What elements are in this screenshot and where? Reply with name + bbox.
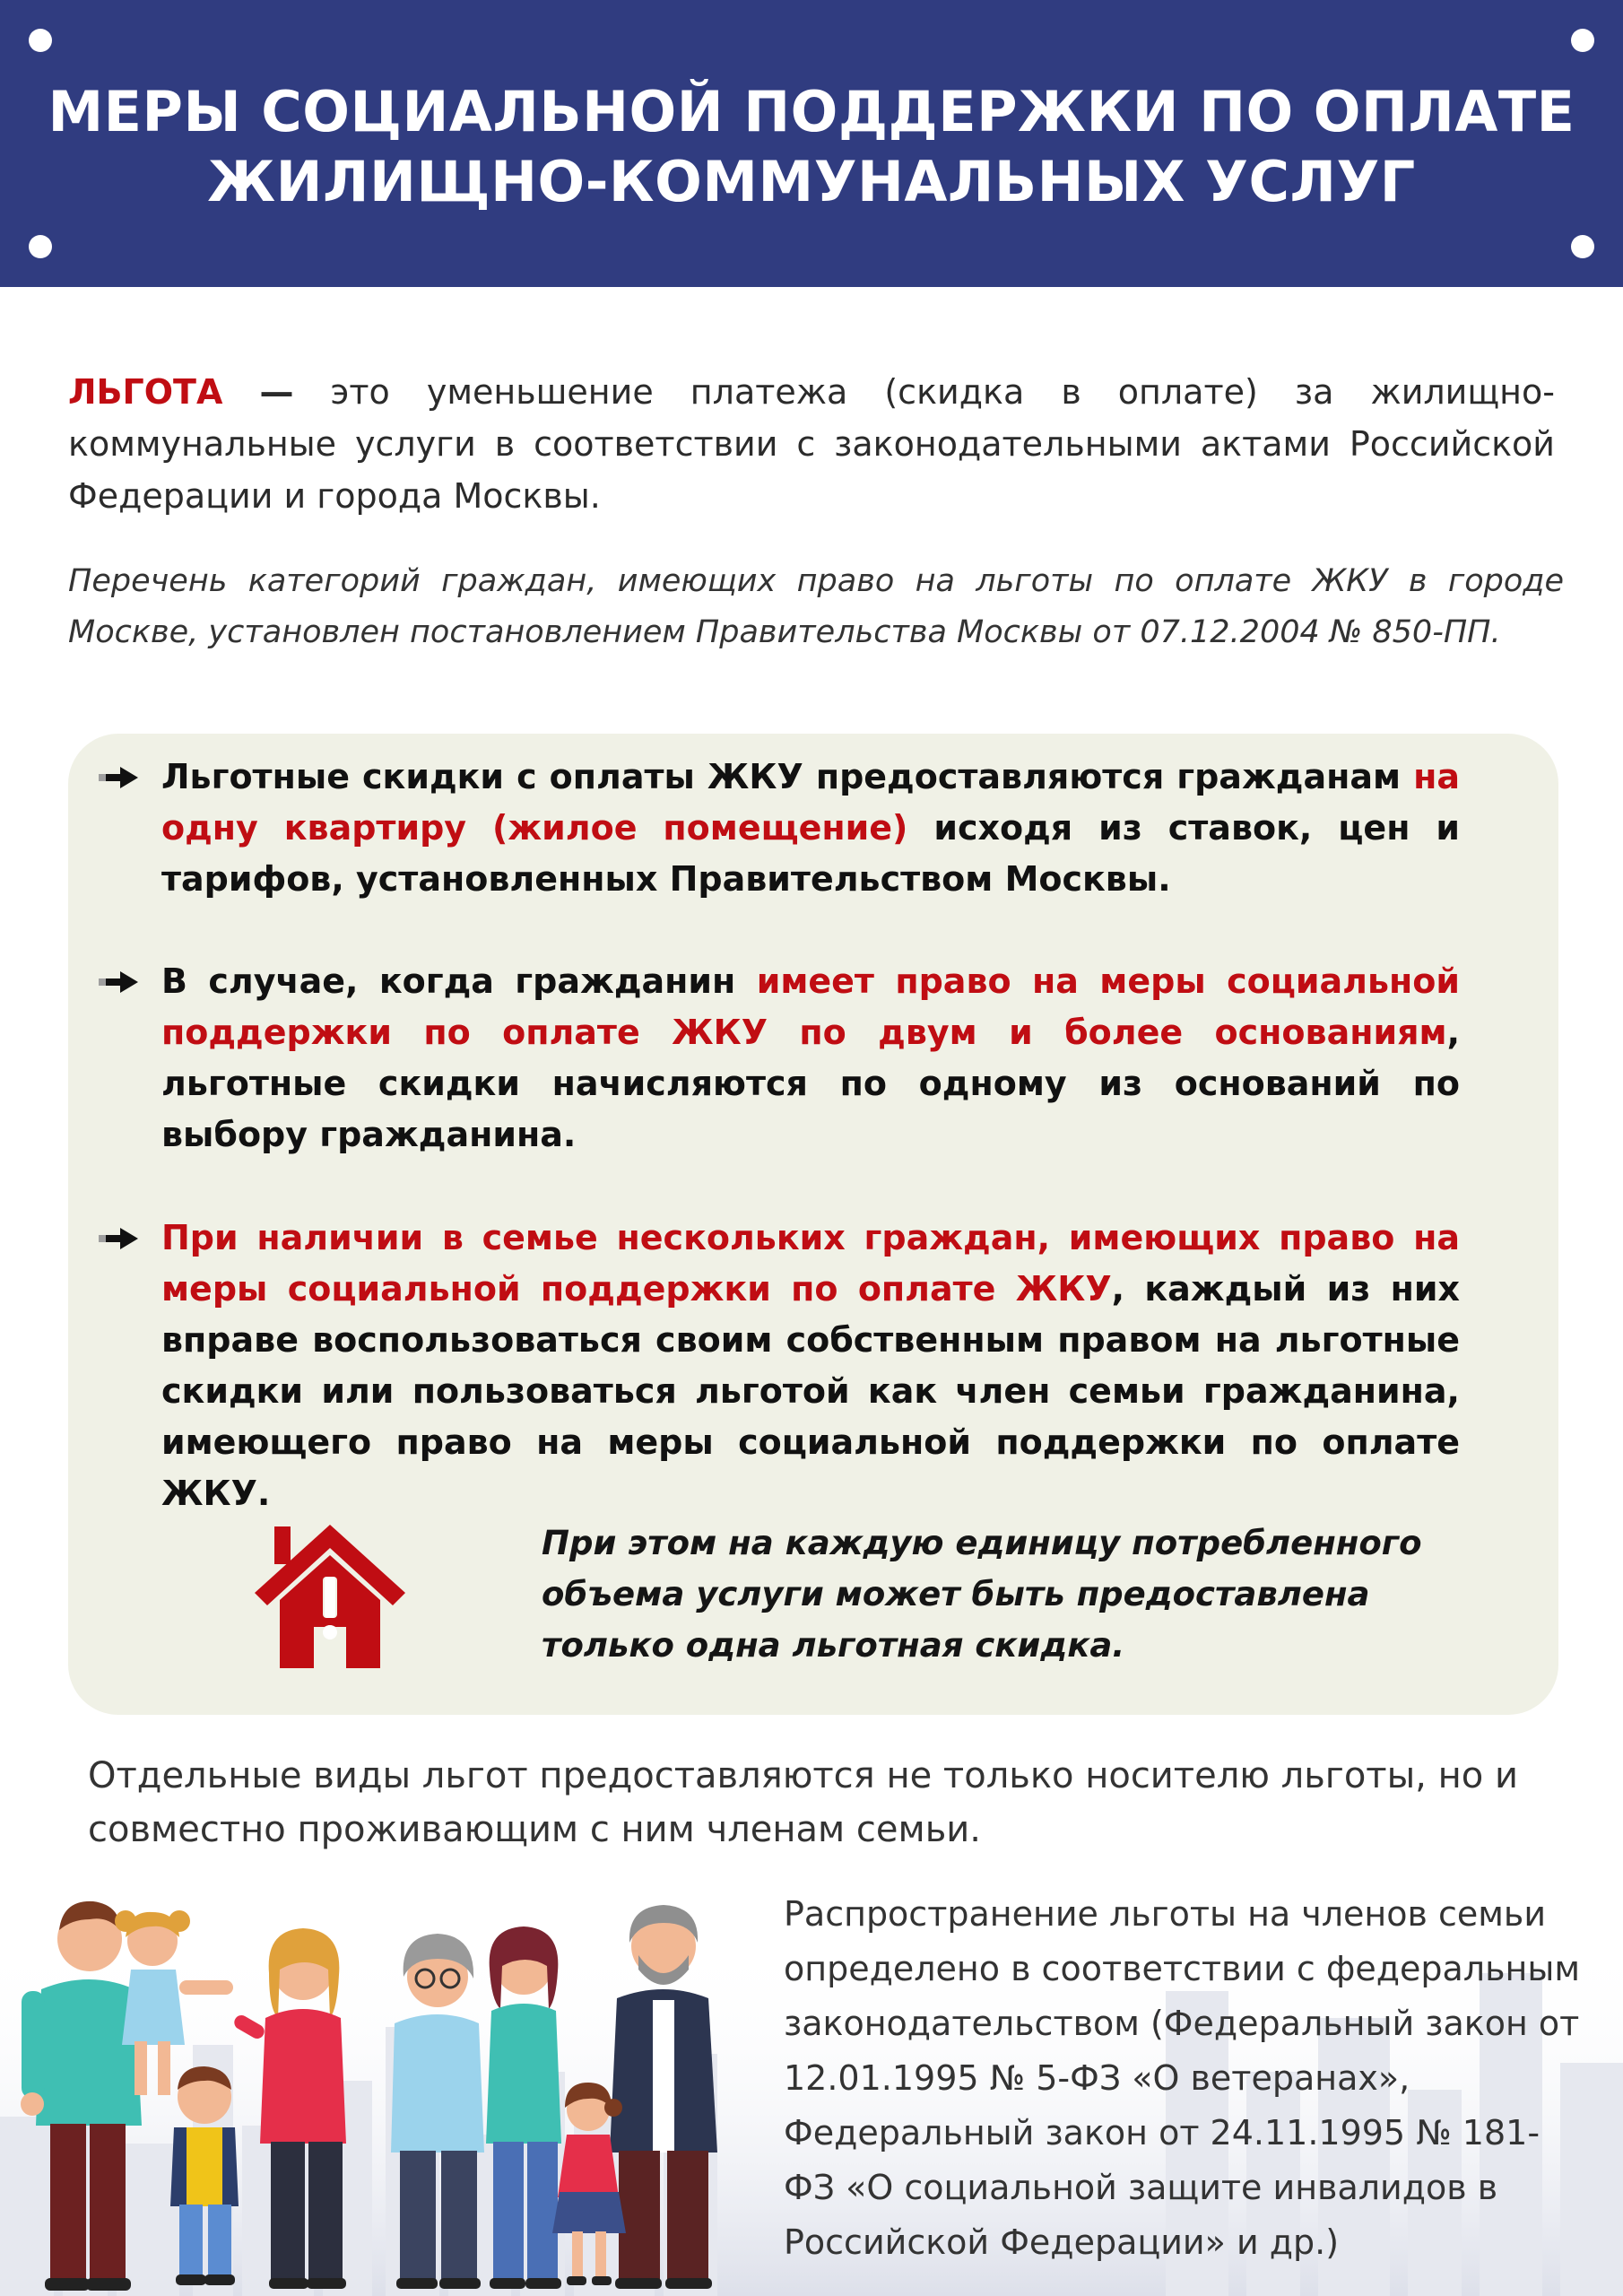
definition-dash: — — [259, 372, 294, 412]
rivet-bottom-left — [29, 235, 52, 258]
young-woman-figure — [486, 1926, 561, 2289]
arrow-right-icon — [97, 764, 140, 791]
family-members-note: Отдельные виды льгот предоставляются не только носителю льготы, но и совместно проживающим с ним членам семьи. — [88, 1755, 1518, 1850]
rule-2-highlight: имеет право на меры социальной поддержки по оплате ЖКУ по двум и более основаниям — [161, 961, 1460, 1052]
rule-item-1 — [161, 752, 1460, 905]
rule-2-text-a: В случае, когда гражданин — [161, 961, 757, 1001]
woman-figure — [231, 1928, 346, 2289]
arrow-right-icon — [97, 969, 140, 996]
header-banner — [0, 0, 1623, 287]
rule-item-2 — [161, 956, 1460, 1161]
man-figure — [21, 1901, 142, 2291]
title-line-2: ЖИЛИЩНО-КОММУНАЛЬНЫХ УСЛУГ — [207, 149, 1416, 214]
arrow-right-icon — [97, 1225, 140, 1252]
rivet-top-left — [29, 29, 52, 52]
house-exclamation-icon — [253, 1521, 407, 1670]
title-line-1: МЕРЫ СОЦИАЛЬНОЙ ПОДДЕРЖКИ ПО ОПЛАТЕ — [48, 79, 1575, 144]
rule-item-3 — [161, 1213, 1460, 1519]
definition-text: это уменьшение платежа (скидка в оплате) за жилищно-коммунальные услуги в соответствии с законодательными актами Российской Федерации и города Москвы. — [68, 372, 1555, 516]
rule-3-text-b: , каждый из них вправе воспользоваться своим собственным правом на льготные скидки или пользоваться льготой как член семьи гражданина, имеющего право на меры социальной поддержки по оплате ЖКУ. — [161, 1269, 1460, 1513]
rule-1-highlight: на одну квартиру (жилое помещение) — [161, 757, 1460, 848]
boy-figure — [170, 2066, 239, 2285]
rule-1-text-b: исходя из ставок, цен и тарифов, установленных Правительством Москвы. — [161, 808, 1461, 899]
small-girl-figure — [552, 2083, 626, 2285]
definition-paragraph — [68, 366, 1555, 522]
single-discount-warning: При этом на каждую единицу потребленного объема услуги может быть предоставлена только одна льготная скидка. — [542, 1524, 1422, 1665]
grandfather-figure — [610, 1905, 717, 2289]
definition-term: ЛЬГОТА — [68, 372, 223, 412]
grandmother-figure — [391, 1934, 484, 2289]
rivet-top-right — [1571, 29, 1594, 52]
rule-3-highlight: При наличии в семье нескольких граждан, имеющих право на меры социальной поддержки по оплате ЖКУ — [161, 1218, 1460, 1309]
rule-1-text-a: Льготные скидки с оплаты ЖКУ предоставляются гражданам — [161, 757, 1414, 796]
legal-basis-note: Перечень категорий граждан, имеющих право на льготы по оплате ЖКУ в городе Москве, установлен постановлением Правительства Москвы от 07.12.2004 № 850-ПП. — [68, 563, 1564, 650]
rivet-bottom-right — [1571, 235, 1594, 258]
family-illustration — [0, 1883, 771, 2296]
page-title — [36, 77, 1587, 217]
federal-law-reference: Распространение льготы на членов семьи определено в соответствии с федеральным законодательством (Федеральный закон от 12.01.1995 № 5-ФЗ «О ветеранах», Федеральный закон от 24.11.1995 № 181-ФЗ «О социальной защите инвалидов в Российской Федерации» и др.) — [784, 1894, 1580, 2262]
rule-2-text-b: , льготные скидки начисляются по одному из оснований по выбору гражданина. — [161, 1013, 1460, 1154]
